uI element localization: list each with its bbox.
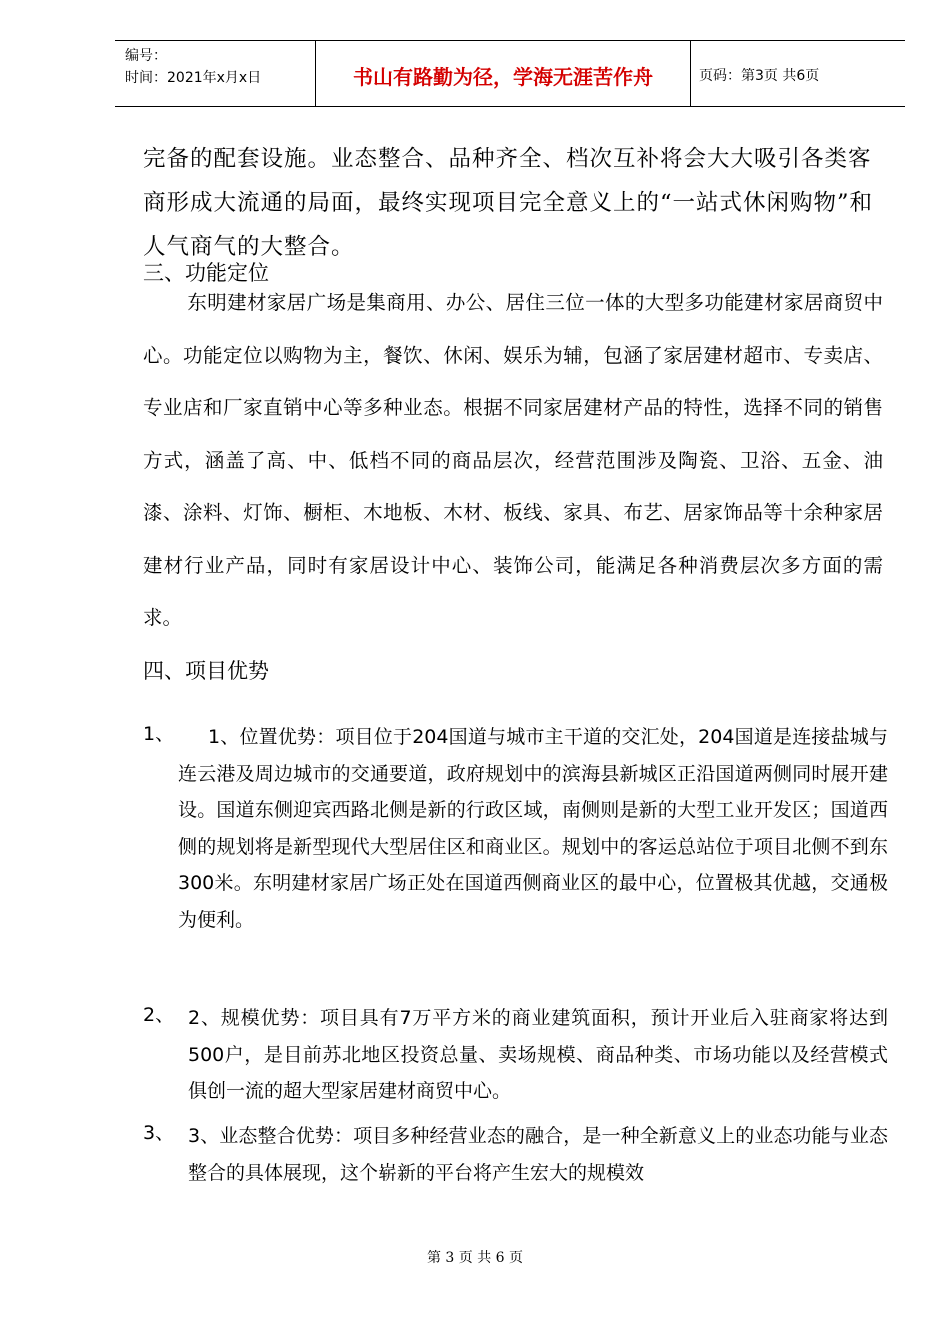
header-divider <box>690 41 691 107</box>
section-function-text: 东明建材家居广场是集商用、办公、居住三位一体的大型多功能建材家居商贸中心。功能定位以购物为主，餐饮、休闲、娱乐为辅，包涵了家居建材超市、专卖店、专业店和厂家直销中心等多种业态。根据不同家居建材产品的特性，选择不同的销售方式，涵盖了高、中、低档不同的商品层次，经营范围涉及陶瓷、卫浴、五金、油漆、涂料、灯饰、橱柜、木地板、木材、板线、家具、布艺、居家饰品等十余种家居建材行业产品，同时有家居设计中心、装饰公司，能满足各种消费层次多方面的需求。 <box>143 291 883 629</box>
list-item-number: 3、 <box>143 1122 175 1144</box>
document-time-label: 时间：2021年x月x日 <box>125 70 262 86</box>
header-motto: 书山有路勤为径，学海无涯苦作舟 <box>353 65 653 89</box>
page-footer: 第 3 页 共 6 页 <box>426 1250 524 1266</box>
section-function-body <box>143 277 883 645</box>
page-header <box>115 40 905 107</box>
list-item-number: 2、 <box>143 1004 175 1026</box>
list-item-text: 2、规模优势：项目具有7万平方米的商业建筑面积，预计开业后入驻商家将达到500户，是目前苏北地区投资总量、卖场规模、商品种类、市场功能以及经营模式俱创一流的超大型家居建材商贸中心。 <box>188 1007 888 1102</box>
section-title-function: 三、功能定位 <box>143 261 269 285</box>
header-meta <box>125 45 261 89</box>
document-number-label: 编号： <box>125 48 167 64</box>
header-page-number: 页码：第3页 共6页 <box>699 68 820 84</box>
list-item-body: 1、位置优势：项目位于204国道与城市主干道的交汇处，204国道是连接盐城与连云港及周边城市的交通要道，政府规划中的滨海县新城区正沿国道两侧同时展开建设。国道东侧迎宾西路北侧是新的行政区域，南侧则是新的大型工业开发区；国道西侧的规划将是新型现代大型居住区和商业区。规划中的客运总站位于项目北侧不到东300米。东明建材家居广场正处在国道西侧商业区的最中心，位置极其优越，交通极为便利。 <box>178 726 888 931</box>
list-item-text: 3、业态整合优势：项目多种经营业态的融合，是一种全新意义上的业态功能与业态整合的具体展现，这个崭新的平台将产生宏大的规模效 <box>188 1125 888 1184</box>
list-item-text <box>178 719 888 938</box>
section-title-advantages: 四、项目优势 <box>143 659 269 683</box>
list-item-number: 1、 <box>143 723 175 745</box>
intro-paragraph: 完备的配套设施。业态整合、品种齐全、档次互补将会大大吸引各类客商形成大流通的局面，最终实现项目完全意义上的“一站式休闲购物”和人气商气的大整合。 <box>143 146 874 260</box>
